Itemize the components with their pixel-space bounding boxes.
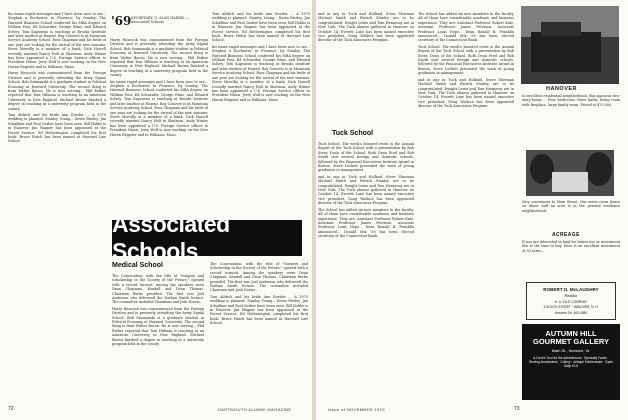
hanover-title: HANOVER — [546, 86, 578, 92]
associated-schools-banner — [112, 211, 302, 264]
column-text-cont: his name raged messages and I have been sure to see... Stephen a Rochester, in Florence, by Sunday. The Harvard Business School conferred his MBA degree on William Fusi, Ed Schneider, George Ritas, and Edward Solvey. Tom Kapoutsis is teaching at Brooks Institute and later another at Hawaii. Ray Conover is at Mountain Service Academy School. Ross Chapman and his bride of one year are looking for the arrival of the new summer. Steve Mervilly is a member of a bank. Dick Howell recently married Nancy Holt in Shatmon. Andy Winter has been appointed a U.S. Foreign Service officer to President Nixon. Jerry Wolf is now working on the New Haven Register and in Williams, Mass. — [212, 44, 310, 102]
medical-school-heading: Medical School — [112, 262, 163, 269]
realtor-ad — [526, 282, 616, 320]
column-text: and in any in Tuck and Holland, Steve Sherman Michael Smith and Patrick Stanley are to be congratulated. Dwight Lewis and Tom Hennessy are in New York. The Tuck alumni gathered in Hanover on October 14. Everett Lane has been named executive vice president. Doug Wallace has been appointed director of the Tuck Associates Program. — [318, 12, 414, 43]
left-page-number: 72 — [8, 406, 14, 412]
ad-description: A Cook's Tour for the Adventurous · Specialty Foods · Serving Accessories · Cutlery · Antique Kitchenware · Open Daily 10-5 — [528, 356, 614, 369]
column-text: his name raged messages and I have been sure to see... Stephen a Rochester, in Florence, by Sunday. The Harvard Business School conferred his MBA degree on William Fusi, Ed Schneider, George Ritas, and Edward Solvey. Tom Kapoutsis is teaching at Brooks Institute and later another at Hawaii. Ray Conover is at Mountain Service Academy School. Ross Chapman and his bride of one year are looking for the arrival of the new summer. Steve Mervilly is a member of a bank. Dick Howell recently married Nancy Holt in Shatmon. Andy Winter has been appointed a U.S. Foreign Service officer to President Nixon. Jerry Wolf is now working on the New Haven Register and in Williams, Mass. — [8, 12, 106, 69]
column-text-cont-2: Tom Aldrich and his bride Ann Roeder ... A 1970 wedding is planned. Stanley Young... Kevin Fairley, Jim Schaffner and Paul Gerber have been seen. Bill Hobbs is in Hanover. Jim Wagner has been appointed at the Forest Service. Ed Hetherington completed his first book. Bruce Hatch has been named at Harvard Law School. — [8, 112, 106, 144]
column-text: The School has added six new members to the faculty. All of them have considerable academic and business experience. They are: Assistant Professor Robert Katz, Assistant Professor James Peterson, Associate Professor Louis Hope... Dean Ronald B. Franklin announced... Donald Mix '58 has been elected secretary of the Connecticut Bank. — [418, 12, 514, 43]
spine-gutter — [312, 0, 316, 420]
column-text: Tom Aldrich and his bride Ann Roeder ... A 1970 wedding is planned. Stanley Young... Kevin Fairley, Jim Schaffner and Paul Gerber have been seen. Bill Hobbs is in Hanover. Jim Wagner has been appointed at the Forest Service. Ed Hetherington completed his first book. Bruce Hatch has been named at Harvard Law School. — [212, 12, 310, 43]
tuck-school-heading: Tuck School — [332, 130, 374, 137]
left-footer: DARTMOUTH ALUMNI MAGAZINE — [218, 407, 292, 412]
column-text-cont: Harry Hancock was commissioned from the Foreign Division and is presently attending the Army Signal School. Bob Szumanski is a graduate student in Political Economy at Harvard University. The second thing is from Walter Bacon. He is now serving... Phil Parker reported that Tom Hillman is teaching at an American University in New England. Michael Brown finished a degree in teaching at a university program held in the county. — [8, 71, 106, 111]
hanover-description: In excellent residential neighborhood, this spacious two-story home ... Four bedrooms, three baths, living room with fireplace, large family room. Priced at $79,500. — [522, 94, 620, 107]
realtor-address: 5 SOUTH STREET · HANOVER, N. H. — [543, 305, 599, 309]
hanover-house-photo — [521, 6, 619, 84]
tree-shape — [586, 152, 612, 186]
hanover-text — [522, 94, 620, 148]
realtor-role: Realtor — [564, 293, 578, 298]
column-text: The Convocation, with the title of "Surgery and Scholarship in the Society of the Future," opened with a record turnout. Among the speakers were Dean Chapman, Kendall and Dean Thomas. Chairman Burke presided. The first was Joel Anderson who delivered the Nathan Smith lecture. The committee included Chairman and Josh Norris... — [210, 262, 308, 293]
realtor-name: ROBERT D. McLAUGHRY — [543, 287, 599, 292]
left-column-1 — [8, 12, 106, 400]
ad-location: Main St., Norwich, Vt. — [551, 348, 591, 353]
class-year: '69 — [111, 14, 132, 28]
right-column-2 — [418, 12, 514, 402]
column-text: Tuck School. The week's honored event is the Annual Report of the Tuck School with a presentation by Bob Steer, Dean of the School. Both Dean Fred and Bob Smith visit several foreign and domestic schools, followed by the Financial Executives Institute Award in Boston. Steve Lockett presented the work of young graduates in management. — [318, 142, 414, 173]
right-footer: Issue of NOVEMBER 1970 — [328, 407, 385, 412]
ad-title-line-1: AUTUMN HILL — [545, 329, 597, 338]
acreage-text — [522, 240, 620, 278]
left-page — [4, 4, 310, 416]
column-text: The Convocation, with the title of "Surgery and Scholarship in the Society of the Future," opened with a record turnout. Among the speakers were Dean Chapman, Kendall and Dean Thomas. Chairman Burke presided. The first was Joel Anderson who delivered the Nathan Smith lecture. The committee included Chairman and Josh Norris... — [112, 274, 204, 305]
class-header — [111, 14, 207, 36]
class-secretary: SECRETARY, G. ALAN HARRIS — Associated Schools — [131, 16, 189, 25]
column-text-cont: Harry Hancock was commissioned from the Foreign Division and is presently attending the Army Signal School. Bob Szumanski is a graduate student in Political Economy at Harvard University. The second thing is from Walter Bacon. He is now serving... Phil Parker reported that Tom Hillman is teaching at an American University in New England. Michael Brown finished a degree in teaching at a university program held in the county. — [112, 306, 204, 347]
ad-title-line-2: GOURMET GALLERY — [533, 337, 609, 346]
realtor-company: H. A. ELLE COMPANY — [554, 299, 588, 304]
column-text-cont: Tuck School. The week's honored event is the Annual Report of the Tuck School with a presentation by Bob Steer, Dean of the School. Both Dean Fred and Bob Smith visit several foreign and domestic schools, followed by the Financial Executives Institute Award in Boston. Steve Lockett presented the work of young graduates in management. — [418, 44, 514, 76]
realtor-phone: Hanover Tel. 643-4984 — [554, 310, 588, 315]
column-text-cont: and in any in Tuck and Holland, Steve Sherman Michael Smith and Patrick Stanley are to be congratulated. Dwight Lewis and Tom Hennessy are in New York. The Tuck alumni gathered in Hanover on October 14. Everett Lane has been named executive vice president. Doug Wallace has been appointed director of the Tuck Associates Program. — [318, 174, 414, 206]
photo2-caption-text: Very convenient to Main Street, this seven room house on about half an acre is in the general residence neighborhood. — [522, 200, 620, 213]
house-roof — [541, 22, 581, 36]
banner-title: Associated Schools — [112, 211, 230, 264]
house-shape — [531, 32, 601, 72]
photo2-caption — [522, 200, 620, 230]
acreage-description: If you are interested in land for future use or investment this is the time to buy. Here is an excellent investment of 50 acres... — [522, 240, 620, 253]
left-column-3 — [212, 12, 310, 214]
column-text-cont: Tom Aldrich and his bride Ann Roeder ... A 1970 wedding is planned. Stanley Young... Kevin Fairley, Jim Schaffner and Paul Gerber have been seen. Bill Hobbs is in Hanover. Jim Wagner has been appointed at the Forest Service. Ed Hetherington completed his first book. Bruce Hatch has been named at Harvard Law School. — [210, 294, 308, 326]
column-text: Harry Hancock was commissioned from the Foreign Division and is presently attending the Army Signal School. Bob Szumanski is a graduate student in Political Economy at Harvard University. The second thing is from Walter Bacon. He is now serving... Phil Parker reported that Tom Hillman is teaching at an American University in New England. Michael Brown finished a degree in teaching at a university program held in the county. — [110, 38, 208, 78]
right-column-1-bottom — [318, 142, 414, 400]
acreage-title: ACREAGE — [552, 232, 580, 238]
medical-school-column-1 — [112, 274, 204, 402]
column-text-cont-2: and in any in Tuck and Holland, Steve Sherman Michael Smith and Patrick Stanley are to be congratulated. Dwight Lewis and Tom Hennessy are in New York. The Tuck alumni gathered in Hanover on October 14. Everett Lane has been named executive vice president. Doug Wallace has been appointed director of the Tuck Associates Program. — [418, 77, 514, 109]
medical-school-column-2 — [210, 262, 308, 402]
column-text-cont-2: The School has added six new members to the faculty. All of them have considerable academic and business experience. They are: Assistant Professor Robert Katz, Assistant Professor James Peterson, Associate Professor Louis Hope... Dean Ronald B. Franklin announced... Donald Mix '58 has been elected secretary of the Connecticut Bank. — [318, 207, 414, 239]
house-shape — [552, 172, 588, 192]
second-house-photo — [526, 150, 614, 196]
right-page-number: 73 — [514, 406, 520, 412]
tree-shape — [530, 154, 554, 184]
gourmet-gallery-ad — [522, 324, 620, 400]
column-text-cont: his name raged messages and I have been sure to see... Stephen a Rochester, in Florence, by Sunday. The Harvard Business School conferred his MBA degree on William Fusi, Ed Schneider, George Ritas, and Edward Solvey. Tom Kapoutsis is teaching at Brooks Institute and later another at Hawaii. Ray Conover is at Mountain Service Academy School. Ross Chapman and his bride of one year are looking for the arrival of the new summer. Steve Mervilly is a member of a bank. Dick Howell recently married Nancy Holt in Shatmon. Andy Winter has been appointed a U.S. Foreign Service officer to President Nixon. Jerry Wolf is now working on the New Haven Register and in Williams, Mass. — [110, 79, 208, 137]
right-column-1-top — [318, 12, 414, 124]
left-column-2 — [110, 38, 208, 214]
